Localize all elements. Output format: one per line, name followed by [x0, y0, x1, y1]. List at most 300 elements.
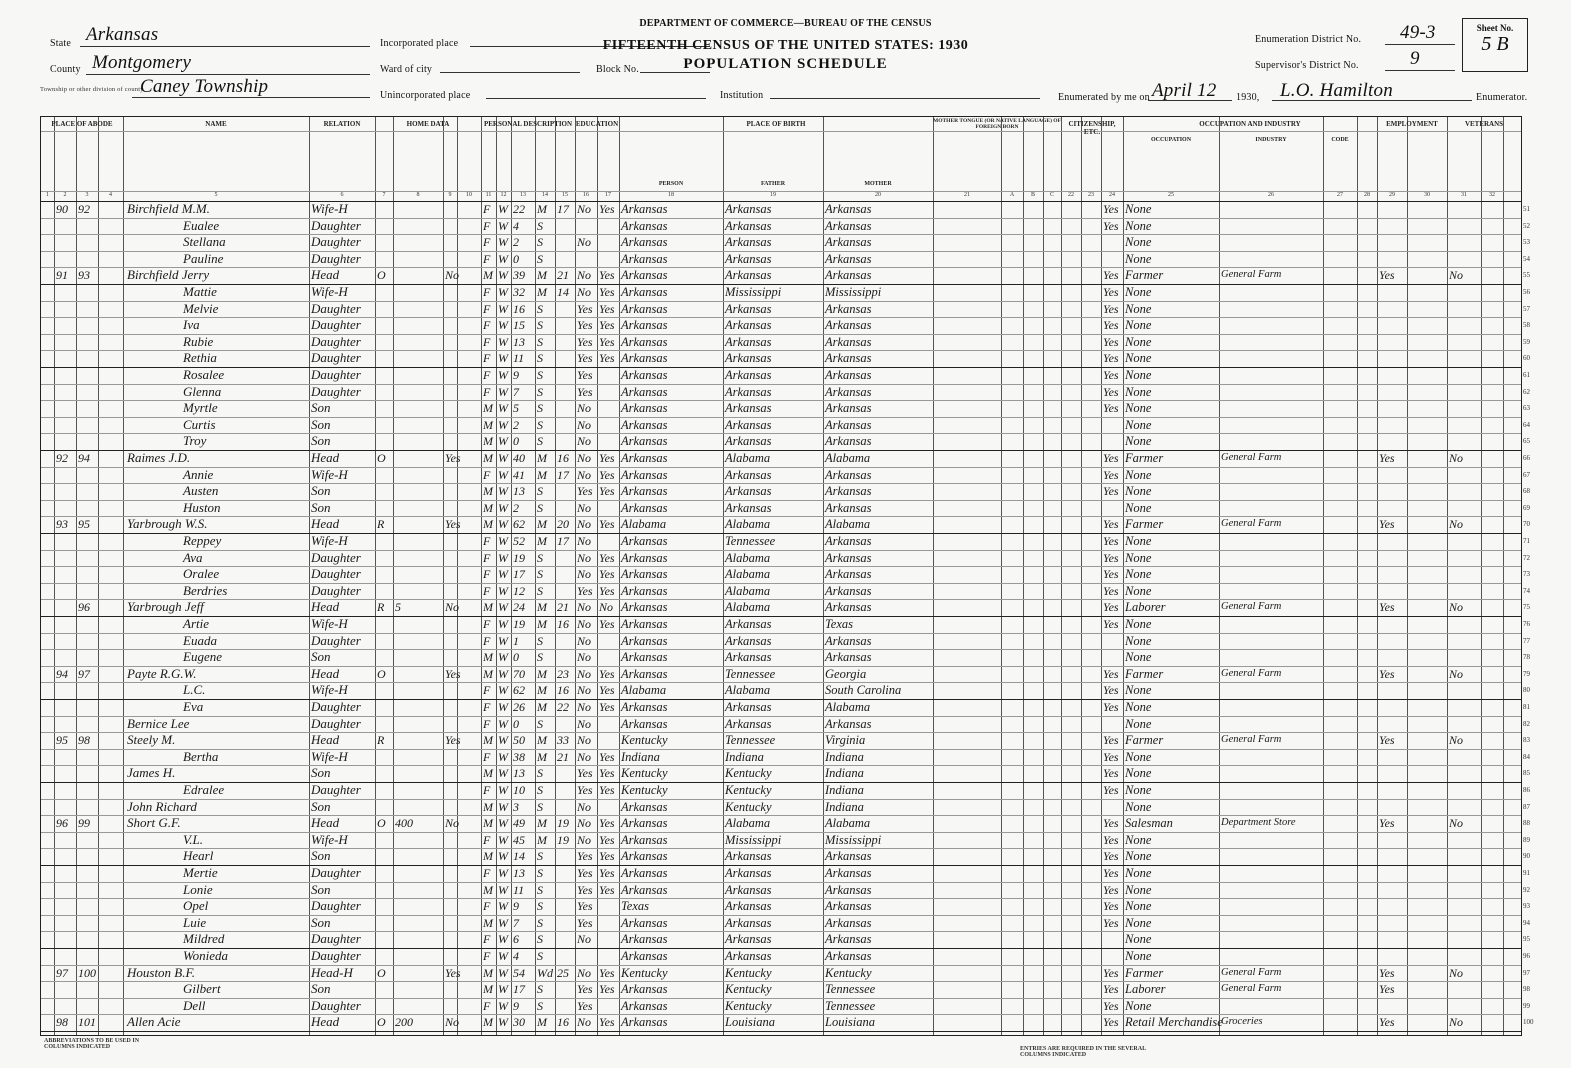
cell-sex: F — [483, 202, 491, 216]
cell-vet: No — [1449, 965, 1464, 980]
cell-age: 0 — [513, 434, 519, 449]
cell-mbp: South Carolina — [825, 683, 902, 698]
cell-dw: 93 — [56, 517, 68, 532]
cell-rd: Yes — [599, 202, 615, 216]
cell-ind: General Farm — [1221, 269, 1282, 281]
cell-occ: None — [1125, 832, 1152, 847]
line-number: 62 — [1523, 387, 1530, 396]
cell-fam: 96 — [78, 600, 90, 615]
cell-mar: M — [537, 451, 547, 465]
cell-race: W — [498, 451, 508, 465]
occupation-subheading: INDUSTRY — [1255, 137, 1287, 143]
cell-name: Euada — [183, 632, 217, 648]
cell-fbp: Kentucky — [725, 799, 772, 814]
cell-am: 19 — [557, 832, 569, 847]
sheet-box — [1462, 18, 1528, 72]
cell-bp: Arkansas — [621, 882, 668, 897]
cell-age: 7 — [513, 384, 519, 399]
cell-mbp: Arkansas — [825, 633, 872, 648]
cell-bp: Arkansas — [621, 251, 668, 266]
cell-mar: M — [537, 517, 547, 532]
cell-mbp: Arkansas — [825, 915, 872, 930]
cell-rd: Yes — [599, 666, 615, 681]
row-rule — [41, 599, 1521, 600]
cell-fbp: Arkansas — [725, 334, 772, 349]
cell-bp: Arkansas — [621, 484, 668, 499]
line-number: 59 — [1523, 337, 1530, 346]
cell-mar: S — [537, 218, 543, 233]
cell-eng: Yes — [1103, 218, 1119, 233]
cell-mar: M — [537, 268, 547, 283]
enum-district-line — [1385, 44, 1455, 45]
cell-age: 62 — [513, 517, 525, 532]
cell-occ: Farmer — [1125, 666, 1164, 681]
enum-district-value: 49-3 — [1400, 22, 1436, 43]
unincorporated-line — [486, 98, 706, 99]
cell-own: R — [377, 517, 385, 532]
cell-sex: M — [483, 500, 493, 515]
cell-mar: M — [537, 617, 547, 631]
cell-eng: Yes — [1103, 285, 1119, 299]
cell-eng: Yes — [1103, 600, 1119, 615]
column-group-heading: EMPLOYMENT — [1386, 120, 1438, 128]
row-rule — [41, 666, 1521, 667]
cell-sex: M — [483, 982, 493, 997]
cell-rel: Son — [311, 881, 331, 897]
cell-mbp: Mississippi — [825, 285, 882, 299]
cell-eng: Yes — [1103, 550, 1119, 565]
cell-age: 7 — [513, 915, 519, 930]
cell-vet: No — [1449, 1015, 1464, 1030]
cell-occ: None — [1125, 368, 1152, 382]
cell-race: W — [498, 334, 508, 349]
column-number: 7 — [382, 192, 386, 198]
cell-rd: Yes — [599, 351, 615, 366]
row-rule — [41, 267, 1521, 268]
line-number: 88 — [1523, 819, 1530, 828]
row-rule — [41, 765, 1521, 766]
row-rule — [41, 400, 1521, 401]
cell-mar: S — [537, 998, 543, 1013]
block-label: Block No. — [596, 64, 639, 75]
row-rule — [41, 1031, 1521, 1032]
line-number: 87 — [1523, 802, 1530, 811]
cell-occ: None — [1125, 799, 1152, 814]
cell-sch: No — [577, 202, 592, 216]
cell-fbp: Arkansas — [725, 899, 772, 914]
cell-rel: Head — [311, 450, 340, 465]
cell-rd: Yes — [599, 866, 615, 880]
cell-own: O — [377, 268, 386, 283]
cell-sex: F — [483, 832, 491, 847]
cell-mar: S — [537, 384, 543, 399]
cell-rel: Son — [311, 483, 331, 499]
cell-race: W — [498, 550, 508, 565]
column-number: 12 — [500, 192, 507, 198]
cell-sex: F — [483, 534, 491, 548]
cell-mbp: Alabama — [825, 517, 871, 532]
cell-mbp: Arkansas — [825, 949, 872, 963]
cell-eng: Yes — [1103, 982, 1119, 997]
cell-sex: M — [483, 965, 493, 980]
cell-ind: General Farm — [1221, 518, 1282, 530]
abbrev-label: ABBREVIATIONS TO BE USED IN COLUMNS INDICATED — [44, 1038, 140, 1050]
column-number: 16 — [583, 192, 589, 198]
cell-race: W — [498, 617, 508, 631]
row-rule — [41, 483, 1521, 484]
cell-occ: None — [1125, 700, 1152, 714]
cell-mbp: Arkansas — [825, 500, 872, 515]
line-number: 93 — [1523, 902, 1530, 911]
cell-occ: None — [1125, 434, 1152, 449]
cell-mbp: Arkansas — [825, 550, 872, 565]
cell-race: W — [498, 749, 508, 764]
cell-am: 20 — [557, 517, 569, 532]
cell-occ: None — [1125, 899, 1152, 914]
cell-mar: M — [537, 733, 547, 748]
column-group-heading: EDUCATION — [575, 120, 619, 128]
cell-eng: Yes — [1103, 666, 1119, 681]
cell-occ: None — [1125, 251, 1152, 266]
cell-sex: M — [483, 915, 493, 930]
cell-eng: Yes — [1103, 268, 1119, 283]
cell-mbp: Arkansas — [825, 318, 872, 333]
cell-sch: No — [577, 832, 592, 847]
cell-mbp: Indiana — [825, 783, 864, 797]
cell-mbp: Arkansas — [825, 235, 872, 250]
cell-age: 5 — [513, 401, 519, 416]
cell-fbp: Kentucky — [725, 965, 772, 980]
cell-rel: Daughter — [311, 582, 361, 598]
cell-mbp: Arkansas — [825, 434, 872, 449]
cell-eng: Yes — [1103, 882, 1119, 897]
cell-sch: Yes — [577, 982, 593, 997]
cell-age: 12 — [513, 583, 525, 598]
cell-rd: Yes — [599, 700, 615, 714]
cell-rel: Daughter — [311, 715, 361, 731]
cell-age: 52 — [513, 534, 525, 548]
cell-emp: Yes — [1379, 965, 1395, 980]
cell-fam: 95 — [78, 517, 90, 532]
cell-name: Glenna — [183, 383, 222, 399]
cell-fbp: Arkansas — [725, 484, 772, 499]
cell-fbp: Alabama — [725, 517, 771, 532]
cell-race: W — [498, 932, 508, 947]
enumerated-year: 1930, — [1236, 92, 1260, 103]
cell-mbp: Arkansas — [825, 301, 872, 316]
cell-bp: Arkansas — [621, 617, 668, 631]
cell-name: Eualee — [183, 217, 220, 233]
cell-fbp: Mississippi — [725, 285, 782, 299]
cell-fbp: Arkansas — [725, 849, 772, 864]
column-number: 9 — [448, 192, 452, 198]
cell-race: W — [498, 816, 508, 831]
row-rule — [41, 948, 1521, 949]
cell-bp: Arkansas — [621, 650, 668, 665]
cell-fbp: Arkansas — [725, 633, 772, 648]
cell-rd: Yes — [599, 749, 615, 764]
cell-emp: Yes — [1379, 666, 1395, 681]
cell-sch: No — [577, 799, 592, 814]
cell-am: 21 — [557, 600, 569, 615]
cell-eng: Yes — [1103, 467, 1119, 482]
line-number: 66 — [1523, 454, 1530, 462]
cell-radio: Yes — [445, 733, 461, 748]
cell-rel: Daughter — [311, 632, 361, 648]
cell-bp: Kentucky — [621, 766, 668, 781]
cell-race: W — [498, 965, 508, 980]
cell-fbp: Mississippi — [725, 832, 782, 847]
cell-rd: Yes — [599, 285, 615, 299]
cell-age: 50 — [513, 733, 525, 748]
cell-sch: No — [577, 600, 592, 615]
county-line — [86, 74, 370, 75]
cell-race: W — [498, 318, 508, 333]
cell-sch: Yes — [577, 318, 593, 333]
cell-sch: Yes — [577, 766, 593, 781]
cell-fbp: Arkansas — [725, 500, 772, 515]
cell-bp: Texas — [621, 899, 650, 914]
cell-race: W — [498, 467, 508, 482]
cell-ind: Groceries — [1221, 1016, 1263, 1028]
cell-race: W — [498, 849, 508, 864]
cell-race: W — [498, 583, 508, 598]
cell-race: W — [498, 799, 508, 814]
cell-am: 17 — [557, 467, 569, 482]
line-number: 96 — [1523, 952, 1530, 960]
cell-fbp: Kentucky — [725, 998, 772, 1013]
cell-rel: Wife-H — [311, 284, 348, 299]
cell-mbp: Arkansas — [825, 899, 872, 914]
cell-val: 400 — [395, 816, 413, 831]
cell-rel: Daughter — [311, 997, 361, 1013]
cell-race: W — [498, 500, 508, 515]
row-rule — [41, 782, 1521, 783]
cell-fbp: Arkansas — [725, 932, 772, 947]
cell-age: 2 — [513, 235, 519, 250]
cell-mbp: Arkansas — [825, 866, 872, 880]
line-number: 52 — [1523, 221, 1530, 230]
cell-occ: None — [1125, 534, 1152, 548]
cell-rel: Daughter — [311, 782, 361, 797]
cell-rel: Daughter — [311, 250, 361, 266]
cell-sch: Yes — [577, 484, 593, 499]
row-rule — [41, 234, 1521, 235]
cell-fbp: Arkansas — [725, 202, 772, 216]
line-number: 60 — [1523, 354, 1530, 363]
cell-fbp: Arkansas — [725, 866, 772, 880]
cell-dw: 95 — [56, 733, 68, 748]
cell-race: W — [498, 949, 508, 963]
cell-eng: Yes — [1103, 733, 1119, 748]
line-number: 77 — [1523, 636, 1530, 645]
cell-mar: S — [537, 899, 543, 914]
cell-emp: Yes — [1379, 268, 1395, 283]
cell-age: 22 — [513, 202, 525, 216]
cell-sex: F — [483, 998, 491, 1013]
cell-bp: Kentucky — [621, 965, 668, 980]
cell-bp: Arkansas — [621, 567, 668, 582]
cell-occ: None — [1125, 932, 1152, 947]
cell-bp: Arkansas — [621, 915, 668, 930]
cell-sex: F — [483, 633, 491, 648]
cell-bp: Arkansas — [621, 949, 668, 963]
cell-sch: No — [577, 534, 592, 548]
cell-eng: Yes — [1103, 998, 1119, 1013]
cell-eng: Yes — [1103, 301, 1119, 316]
cell-sex: M — [483, 816, 493, 831]
cell-rel: Son — [311, 433, 331, 449]
cell-race: W — [498, 384, 508, 399]
cell-mar: S — [537, 368, 543, 382]
row-rule — [41, 1014, 1521, 1015]
line-number: 79 — [1523, 669, 1530, 678]
column-number: 30 — [1424, 192, 1430, 198]
cell-dw: 90 — [56, 202, 68, 216]
cell-vet: No — [1449, 816, 1464, 831]
line-number: 64 — [1523, 420, 1530, 429]
cell-sex: F — [483, 351, 491, 366]
cell-occ: None — [1125, 617, 1152, 631]
cell-rd: Yes — [599, 334, 615, 349]
township-label: Township or other division of county — [40, 86, 144, 93]
row-rule — [41, 981, 1521, 982]
incorporated-label: Incorporated place — [380, 38, 459, 49]
cell-dw: 97 — [56, 965, 68, 980]
cell-eng: Yes — [1103, 202, 1119, 216]
column-number: 13 — [520, 192, 526, 198]
cell-age: 9 — [513, 998, 519, 1013]
cell-val: 5 — [395, 600, 401, 615]
cell-sex: F — [483, 749, 491, 764]
cell-bp: Indiana — [621, 749, 660, 764]
cell-sch: No — [577, 467, 592, 482]
cell-emp: Yes — [1379, 451, 1395, 465]
cell-fbp: Tennessee — [725, 666, 776, 681]
cell-mar: S — [537, 417, 543, 432]
cell-sch: No — [577, 285, 592, 299]
row-rule — [41, 815, 1521, 816]
township-value: Caney Township — [140, 76, 269, 97]
column-number: 4 — [109, 192, 112, 198]
cell-mbp: Mississippi — [825, 832, 882, 847]
cell-rel: Wife-H — [311, 616, 348, 631]
cell-mar: M — [537, 600, 547, 615]
cell-eng: Yes — [1103, 617, 1119, 631]
cell-radio: No — [445, 1015, 460, 1030]
line-number: 85 — [1523, 769, 1530, 778]
column-number: 1 — [46, 192, 49, 198]
cell-name: Hearl — [183, 848, 214, 864]
cell-rd: Yes — [599, 766, 615, 781]
line-number: 100 — [1523, 1018, 1534, 1027]
cell-rel: Son — [311, 400, 331, 416]
cell-name: Allen Acie — [127, 1014, 181, 1030]
cell-occ: None — [1125, 949, 1152, 963]
cell-name: Huston — [183, 499, 221, 515]
cell-vet: No — [1449, 268, 1464, 283]
cell-age: 11 — [513, 351, 525, 366]
line-number: 61 — [1523, 371, 1530, 379]
cell-sex: F — [483, 932, 491, 947]
cell-bp: Arkansas — [621, 633, 668, 648]
cell-bp: Arkansas — [621, 832, 668, 847]
cell-rd: Yes — [599, 783, 615, 797]
cell-occ: None — [1125, 334, 1152, 349]
column-number: 11 — [485, 192, 492, 198]
column-group-heading: MOTHER TONGUE (OR NATIVE LANGUAGE) OF FOREIGN BORN — [933, 118, 1061, 130]
cell-own: O — [377, 965, 386, 980]
cell-fbp: Arkansas — [725, 650, 772, 665]
cell-eng: Yes — [1103, 766, 1119, 781]
cell-race: W — [498, 285, 508, 299]
cell-sex: M — [483, 484, 493, 499]
cell-sch: No — [577, 451, 592, 465]
cell-name: John Richard — [127, 798, 197, 814]
cell-radio: No — [445, 600, 460, 615]
birth-subheading: FATHER — [760, 181, 786, 187]
cell-age: 10 — [513, 783, 525, 797]
cell-fbp: Alabama — [725, 567, 771, 582]
cell-bp: Arkansas — [621, 666, 668, 681]
column-number: 3 — [85, 192, 89, 198]
cell-sex: M — [483, 733, 493, 748]
cell-eng: Yes — [1103, 451, 1119, 465]
cell-occ: None — [1125, 567, 1152, 582]
cell-sex: F — [483, 783, 491, 797]
column-number: 24 — [1109, 192, 1115, 198]
cell-mbp: Louisiana — [825, 1015, 876, 1030]
cell-name: L.C. — [183, 682, 206, 698]
cell-age: 13 — [513, 484, 525, 499]
cell-age: 11 — [513, 882, 525, 897]
cell-bp: Arkansas — [621, 285, 668, 299]
cell-occ: None — [1125, 550, 1152, 565]
row-rule — [41, 616, 1521, 617]
cell-age: 30 — [513, 1015, 525, 1030]
column-number: 31 — [1461, 192, 1467, 198]
cell-mar: S — [537, 633, 543, 648]
cell-sex: F — [483, 550, 491, 565]
cell-sch: No — [577, 401, 592, 416]
line-number: 80 — [1523, 686, 1530, 695]
cell-sex: F — [483, 467, 491, 482]
row-rule — [41, 848, 1521, 849]
cell-race: W — [498, 866, 508, 880]
cell-rel: Daughter — [311, 217, 361, 233]
cell-am: 17 — [557, 202, 569, 216]
cell-rel: Wife-H — [311, 831, 348, 847]
cell-race: W — [498, 351, 508, 366]
cell-own: R — [377, 600, 385, 615]
cell-rel: Daughter — [311, 549, 361, 565]
cell-name: Dell — [183, 997, 206, 1013]
cell-mar: M — [537, 749, 547, 764]
cell-sch: No — [577, 633, 592, 648]
cell-fbp: Arkansas — [725, 401, 772, 416]
enum-district-label: Enumeration District No. — [1255, 34, 1362, 45]
cell-occ: None — [1125, 384, 1152, 399]
cell-age: 0 — [513, 251, 519, 266]
cell-mbp: Arkansas — [825, 484, 872, 499]
line-number: 70 — [1523, 520, 1530, 529]
cell-sch: No — [577, 235, 592, 250]
cell-sex: F — [483, 285, 491, 299]
cell-rel: Daughter — [311, 948, 361, 963]
cell-own: R — [377, 733, 385, 748]
row-rule — [41, 450, 1521, 451]
cell-mar: M — [537, 666, 547, 681]
